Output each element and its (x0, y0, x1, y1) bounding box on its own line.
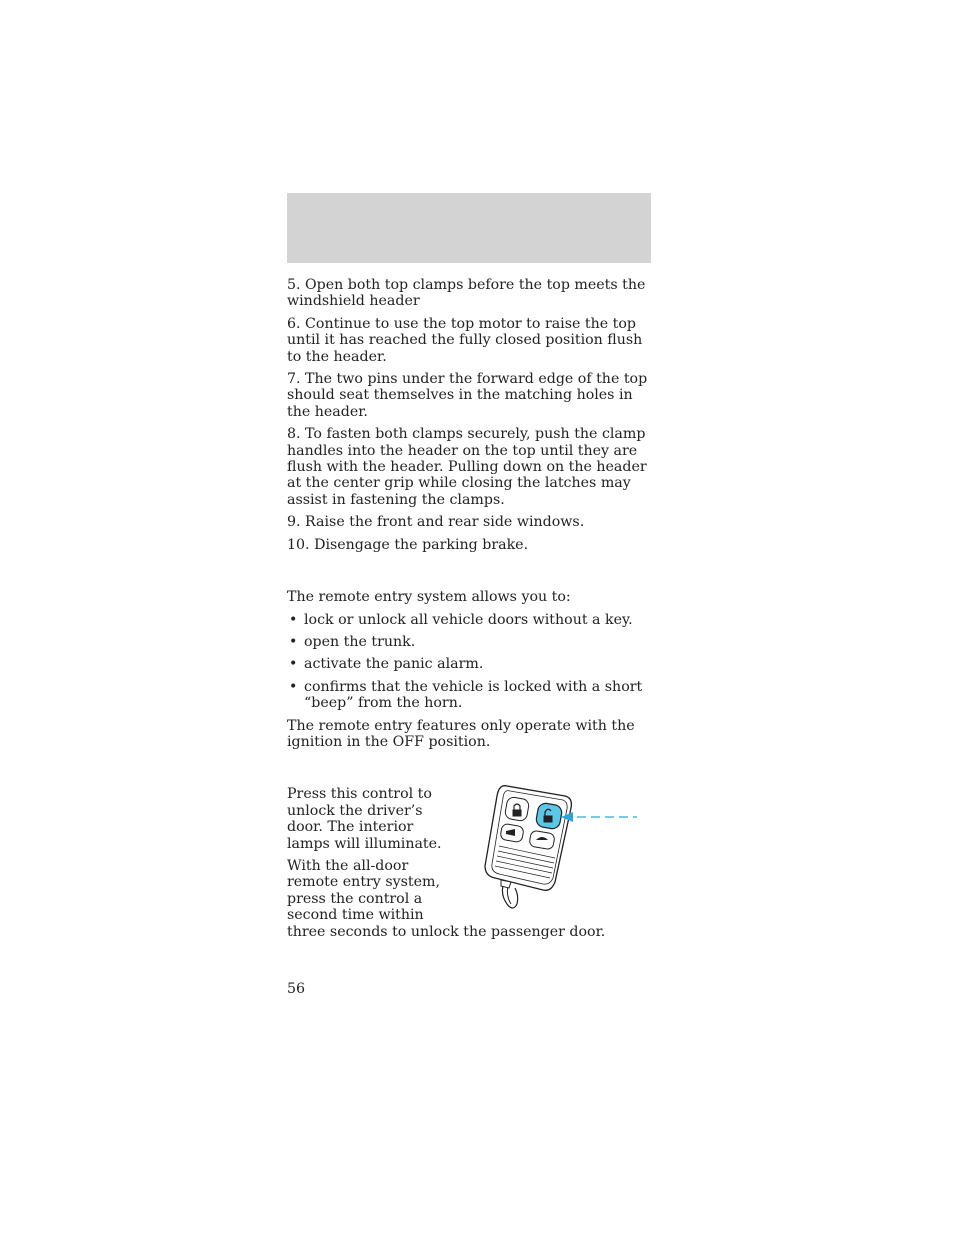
remote-entry-feature-list (287, 612, 653, 712)
list-item-text: activate the panic alarm. (304, 656, 484, 673)
bullet-icon: • (289, 678, 298, 695)
page-content (287, 277, 653, 946)
unlock-instructions: Press this control to unlock the driver’s door. The interior lamps will illuminate. (287, 786, 442, 852)
remote-entry-note: The remote entry features only operate with the ignition in the OFF position. (287, 717, 635, 750)
section-header-bar (287, 193, 651, 263)
list-item-text: lock or unlock all vehicle doors without a key. (304, 611, 633, 628)
step-10: 10. Disengage the parking brake. (287, 536, 529, 553)
section-gap (287, 559, 653, 589)
all-door-instructions: With the all-door remote entry system, press the control a second time within (287, 857, 440, 924)
list-item-text: confirms that the vehicle is locked with a short “beep” from the horn. (304, 678, 643, 712)
all-door-instructions-continued: three seconds to unlock the passenger door. (287, 923, 606, 940)
step-6: 6. Continue to use the top motor to raise the top until it has reached the fully closed position flush to the header. (287, 315, 643, 365)
bullet-icon: • (289, 611, 298, 628)
list-item (287, 656, 653, 672)
list-item (287, 679, 653, 712)
page-number: 56 (287, 981, 306, 997)
step-9: 9. Raise the front and rear side windows. (287, 514, 585, 531)
list-item (287, 634, 653, 650)
bullet-icon: • (289, 656, 298, 673)
remote-entry-intro: The remote entry system allows you to: (287, 589, 571, 606)
step-8: 8. To fasten both clamps securely, push the clamp handles into the header on the top until they are flush with the header. Pulling down on the header at the center grip while closing the latches may assist in fastening the clamps. (287, 426, 647, 508)
step-7: 7. The two pins under the forward edge of the top should seat themselves in the matching holes in the header. (287, 371, 648, 420)
keyfob-remote-icon (477, 778, 647, 913)
list-item-text: open the trunk. (304, 633, 416, 650)
unlock-section (287, 786, 653, 940)
list-item (287, 612, 653, 628)
bullet-icon: • (289, 633, 298, 650)
step-5: 5. Open both top clamps before the top meets the windshield header (287, 277, 646, 310)
